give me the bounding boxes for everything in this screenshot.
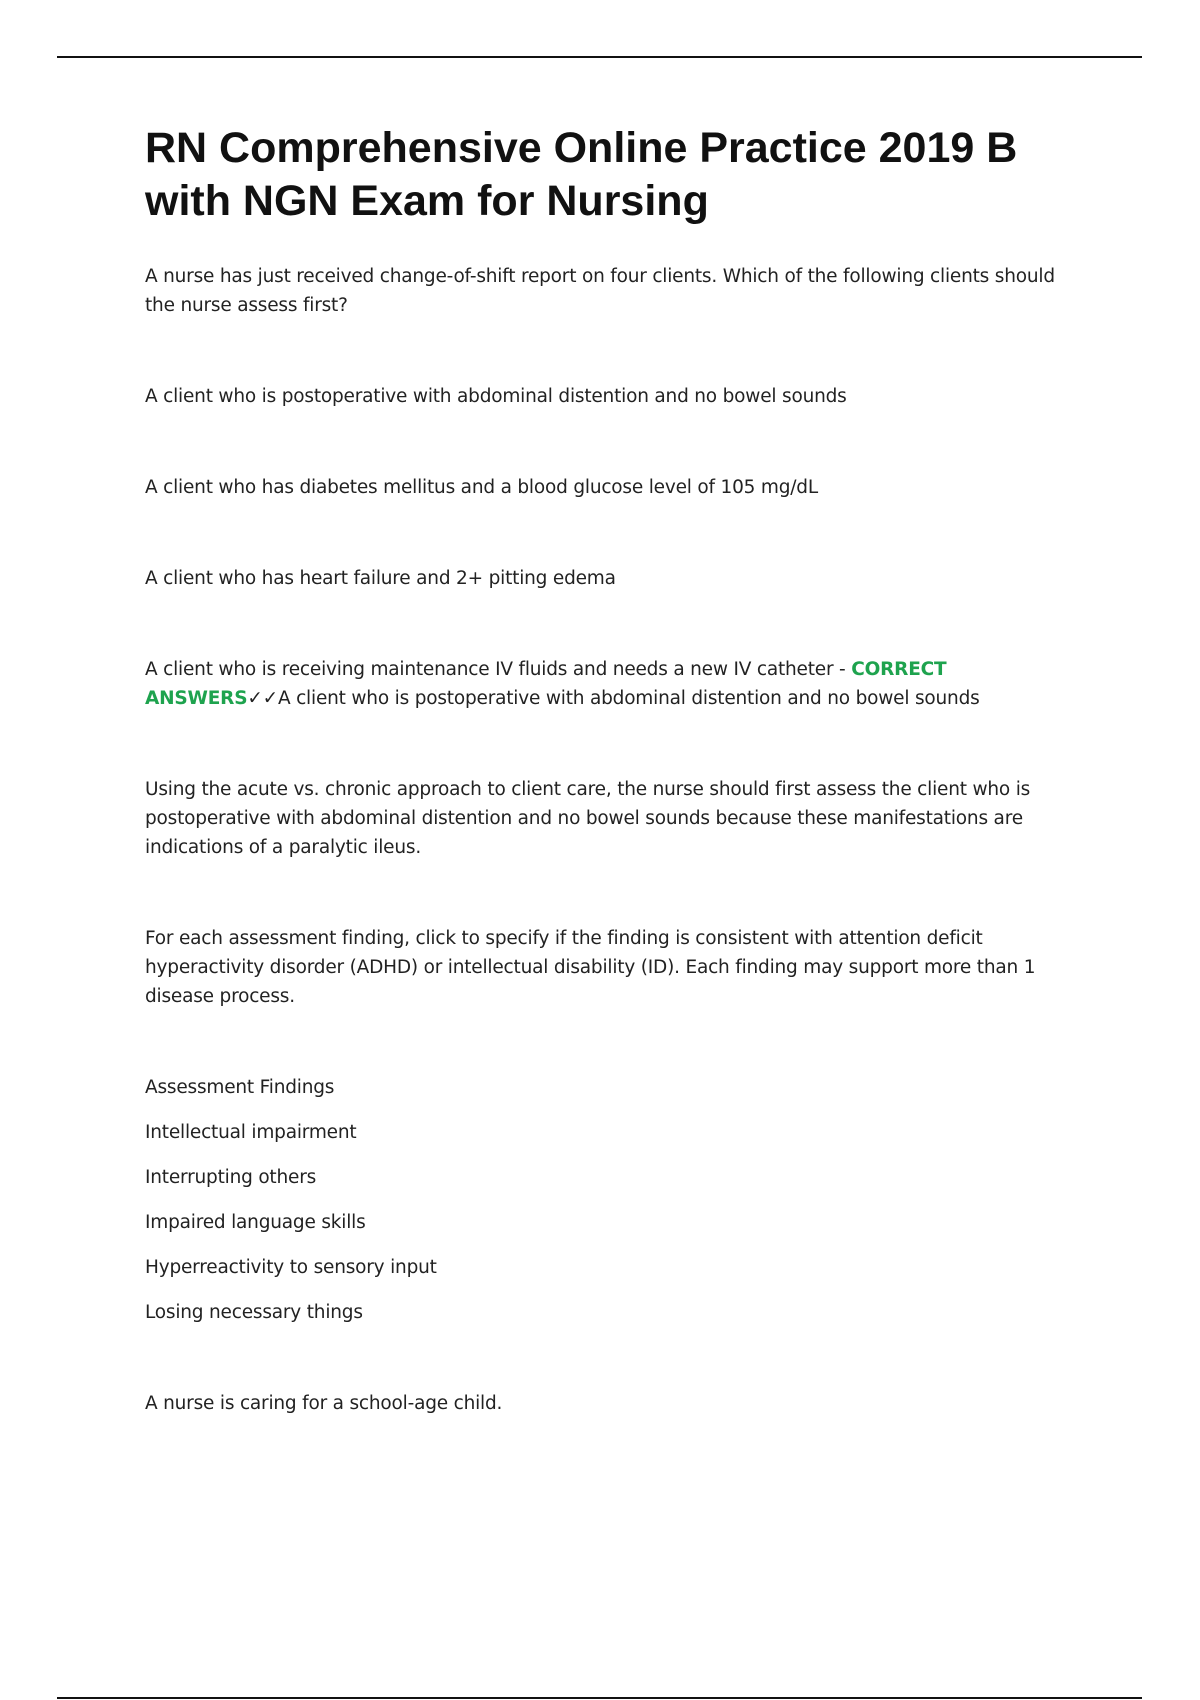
findings-header: Assessment Findings	[145, 1077, 335, 1098]
bottom-rule	[57, 1697, 1142, 1699]
option-1: A client who is postoperative with abdominal distention and no bowel sounds	[145, 386, 847, 407]
option-4-with-answer	[145, 655, 1090, 713]
finding-item: Losing necessary things	[145, 1302, 363, 1323]
finding-item: Impaired language skills	[145, 1212, 366, 1233]
document-body	[145, 122, 1090, 1418]
question-1: A nurse has just received change-of-shift report on four clients. Which of the following clients should the nurse assess first?	[145, 266, 1055, 316]
title-line-1: RN Comprehensive Online Practice 2019 B	[145, 124, 1018, 172]
top-rule	[57, 56, 1142, 58]
title-line-2: with NGN Exam for Nursing	[145, 177, 709, 225]
assessment-findings-list	[145, 1073, 1090, 1327]
finding-item: Intellectual impairment	[145, 1122, 357, 1143]
option-3: A client who has heart failure and 2+ pitting edema	[145, 568, 616, 589]
option-2: A client who has diabetes mellitus and a blood glucose level of 105 mg/dL	[145, 477, 818, 498]
question-2: For each assessment finding, click to specify if the finding is consistent with attention deficit hyperactivity disorder (ADHD) or intellectual disability (ID). Each finding may support more than 1 disease process.	[145, 928, 1036, 1007]
answer-text: A client who is postoperative with abdominal distention and no bowel sounds	[277, 688, 980, 709]
finding-item: Hyperreactivity to sensory input	[145, 1257, 437, 1278]
option-4: A client who is receiving maintenance IV fluids and needs a new IV catheter -	[145, 659, 852, 680]
question-3: A nurse is caring for a school-age child.	[145, 1393, 503, 1414]
checkmarks: ✓✓	[247, 688, 278, 709]
rationale: Using the acute vs. chronic approach to client care, the nurse should first assess the client who is postoperative with abdominal distention and no bowel sounds because these manifestations are indications of a paralytic ileus.	[145, 779, 1031, 858]
document-title	[145, 122, 1090, 228]
finding-item: Interrupting others	[145, 1167, 317, 1188]
correct-answers-label: CORRECT ANSWERS	[145, 659, 947, 709]
